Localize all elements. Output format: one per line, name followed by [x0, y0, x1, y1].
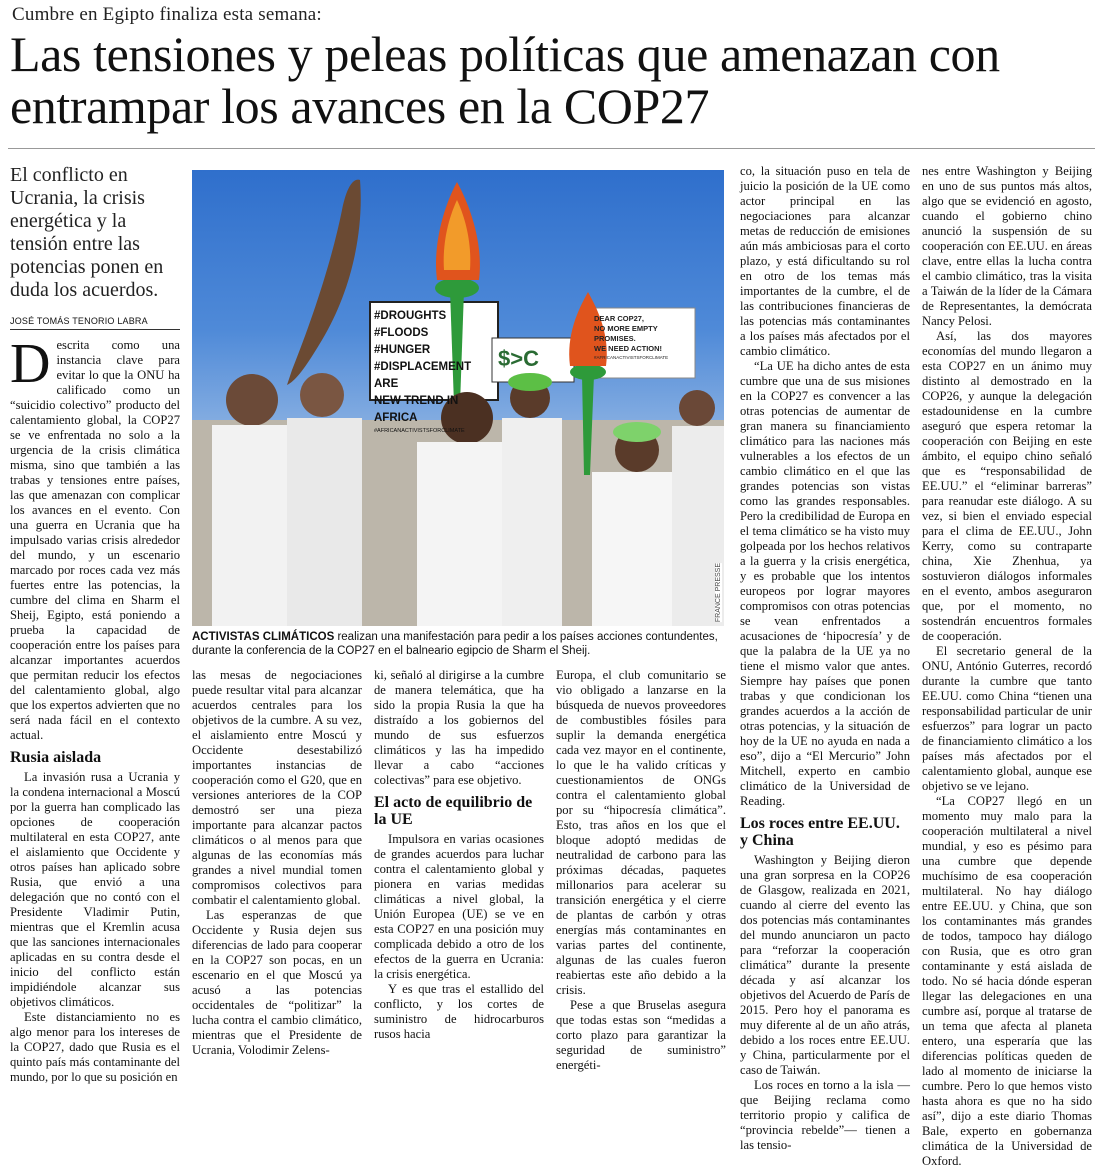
deck: El conflicto en Ucrania, la crisis energética y la tensión entre las potencias ponen en duda los acuerdos.: [10, 164, 164, 301]
paragraph: Las esperanzas de que Occidente y Rusia dejen sus diferencias de lado para cooperar en la COP27 son pocas, en un escenario en el que Moscú ya acusó a las potencias occidentales de “politizar” la lucha contra el cambio climático, mientras que el Presidente de Ucrania, Volodimir Zelens-: [192, 908, 362, 1057]
paragraph: ki, señaló al dirigirse a la cumbre de manera telemática, que ha sido la propia Rusia la que ha distraído a los gobiernos del mundo de sus esfuerzos climáticos y las ha impedido llevar a cabo “acciones colectivas” para ese objetivo.: [374, 668, 544, 787]
paragraph: El secretario general de la ONU, António Guterres, recordó durante la cumbre que tanto EE.UU. como China “tienen una responsabilidad particular de unir esfuerzos” para lograr un pacto de financiamiento climático a los países más afectados por el calentamiento global, aunque ese objetivo se ve lejano.: [922, 644, 1092, 793]
paragraph: Pese a que Bruselas asegura que todas estas son “medidas a corto plazo para garantizar la seguridad de suministro” energéti-: [556, 998, 726, 1072]
sign-line: NO MORE EMPTY: [594, 324, 658, 333]
column-4: [556, 668, 726, 1073]
paragraph: Europa, el club comunitario se vio obligado a lanzarse en la búsqueda de nuevos proveedores de combustibles fósiles para suplir la demanda energética cada vez mayor en el continente, lo que le ha valido críticas y cuestionamientos de ONGs contra el calentamiento global por su “hipocresía climática”. Esto, tras años en los que el bloque adoptó medidas de neutralidad de carbono para las próximas décadas, paquetes millonarios para acelerar su transición energética y el cierre de plantas de carbón y otras energías más contaminantes en varias partes del continente, algunas de las cuales fueron reabiertas este año debido a la crisis.: [556, 668, 726, 997]
sign-line: WE NEED ACTION!: [594, 344, 663, 353]
protest-photo: [192, 170, 724, 626]
photo-caption: [192, 630, 724, 658]
byline: JOSÉ TOMÁS TENORIO LABRA: [10, 316, 180, 330]
sign-line: #DROUGHTS #FLOODS: [374, 310, 447, 339]
lead-paragraph: [10, 333, 180, 743]
sign-hashtag: #AFRICANACTIVISTSFORCLIMATE: [594, 355, 669, 360]
paragraph: “La UE ha dicho antes de esta cumbre que una de sus misiones en la COP27 es convencer a las otras potencias de aumentar de gran manera su financiamiento climático para las naciones más vulnerables a los efectos de un cambio climático en el que las grandes potencias son vistas como las grandes responsables. Pero la credibilidad de Europa en el tema climático se ha visto muy golpeada por los hechos relativos a la guerra y la crisis energética, y es probable que los intentos europeos por lograr mayores compromisos con otras potencias se vean enfrentados a acusaciones de ‘hipocresía’ y de que la palabra de la UE ya no tiene el mismo valor que antes. Siempre hay países que ponen trabas y que condicionan los grandes acuerdos a la acción de otras potencias, y la situación de hoy de la UE no ayuda en nada a eso”, dijo a “El Mercurio” John Mitchell, experto en cambio climático de la Universidad de Reading.: [740, 359, 910, 808]
sign-dear-cop27: [594, 314, 690, 361]
sign-line: #DISPLACEMENT ARE: [374, 361, 472, 390]
column-1: [10, 333, 180, 1085]
caption-text: realizan una manifestación para pedir a los países acciones contundentes, durante la conferencia de la COP27 en el balneario egipcio de Sharm el Sheij.: [192, 631, 718, 657]
sign-line: NEW TREND IN AFRICA: [374, 395, 459, 424]
header-divider: [8, 148, 1095, 149]
sign-line: PROMISES.: [594, 334, 636, 343]
subhead-rusia: Rusia aislada: [10, 749, 102, 766]
sign-symbols: $>C: [498, 346, 539, 371]
paragraph: nes entre Washington y Beijing en uno de sus puntos más altos, algo que se evidenció en agosto, cuando el gobierno chino anunció la suspensión de su cooperación con EE.UU. en áreas clave, entre ellas la lucha contra el cambio climático, tras la visita a Taiwán de la líder de la Cámara de Representantes, la demócrata Nancy Pelosi.: [922, 164, 1092, 328]
kicker: Cumbre en Egipto finaliza esta semana:: [12, 4, 322, 25]
paragraph: Impulsora en varias ocasiones de grandes acuerdos para luchar contra el calentamiento global y pionera en varias medidas climáticas a nivel global, la Unión Europea (UE) se ve en esta COP27 en una posición muy complicada debido a otro de los efectos de la guerra en Ucrania: la crisis energética.: [374, 832, 544, 981]
paragraph: Los roces en torno a la isla —que Beijing reclama como territorio propio y califica de “provincia rebelde”— tienen a las tensio-: [740, 1078, 910, 1152]
dropcap: D: [10, 333, 51, 395]
paragraph: Y es que tras el estallido del conflicto, y los cortes de suministro de hidrocarburos rusos hacia: [374, 982, 544, 1041]
paragraph: Washington y Beijing dieron una gran sorpresa en la COP26 de Glasgow, realizada en 2021, cuando al cierre del evento las dos potencias más contaminantes del mundo anunciaron un pacto para “reforzar la cooperación climática” durante la presente década y así alcanzar los objetivos del Acuerdo de París de 2015. Pero hoy el panorama es muy diferente al de un año atrás, debido a los roces entre EE.UU. y China, particularmente por el caso de Taiwán.: [740, 853, 910, 1077]
subhead-ue: El acto de equilibrio de la UE: [374, 794, 533, 828]
lead-text: escrita como una instancia clave para evitar lo que la ONU ha calificado como un “suicidio colectivo” producto del calentamiento global, la COP27 se ve enfrentada no solo a la urgencia de la crisis climática misma, sino que también a las trabas y tensiones entre países, las que amenazan con complicar los avances en el evento. Con una guerra en Ucrania que ha impulsado varias crisis alrededor del mundo, y un escenario marcado por roces cada vez más fuertes entre las potencias, la cumbre del clima en Sharm el Sheij, Egipto, está poniendo a prueba la capacidad de cooperación entre los países para alcanzar importantes acuerdos que permitan reducir los efectos del calentamiento global, algo que los expertos advierten que no será nada fácil en el contexto actual.: [10, 338, 180, 742]
paragraph: co, la situación puso en tela de juicio la posición de la UE como actor principal en las negociaciones para alcanzar metas de reducción de emisiones aún más ambiciosas para el corto plazo, y está dificultando su rol en otro de los temas más importantes de la cumbre, el de las contribuciones financieras de las potencias más contaminantes a los países más afectados por el cambio climático.: [740, 164, 910, 358]
column-5: [740, 164, 910, 1153]
caption-lead: ACTIVISTAS CLIMÁTICOS: [192, 631, 335, 643]
photo-credit: FRANCE PRESSE: [715, 562, 722, 622]
paragraph: Así, las dos mayores economías del mundo llegaron a esta COP27 en un ánimo muy distinto al demostrado en la COP26, y aunque la delegación estadounidense en la cumbre aseguró que espera retomar la cooperación con Beijing en este ámbito, el equipo chino señaló que es “responsabilidad de EE.UU.” el “eliminar barreras” para reanudar este diálogo. A su vez, si bien el enviado especial para el clima de EE.UU., John Kerry, como su contraparte china, Xie Zhenhua, ya sostuvieron diálogos informales en el evento, ambos aseguraron que, por el momento, no sostendrán encuentros formales de cooperación.: [922, 329, 1092, 643]
subhead-eeuu-china: Los roces entre EE.UU. y China: [740, 815, 900, 849]
sign-hashtag: #AFRICANACTIVISTSFORCLIMATE: [374, 428, 465, 434]
sign-line: #HUNGER: [374, 344, 431, 356]
column-6: [922, 164, 1092, 1169]
paragraph: Este distanciamiento no es algo menor para los intereses de la COP27, dado que Rusia es el quinto país más contaminante del mundo, por lo que su posición en: [10, 1010, 180, 1084]
paragraph: las mesas de negociaciones puede resultar vital para alcanzar acuerdos centrales para los objetivos de la cumbre. A su vez, el aislamiento entre Moscú y Occidente desestabilizó importantes instancias de cooperación como el G20, que en versiones anteriores de la COP demostró ser una pieza importante para alcanzar pactos climáticos o al menos para que algunas de las economías más grandes a nivel mundial tomen compromisos colectivos para combatir el calentamiento global.: [192, 668, 362, 907]
column-3: [374, 668, 544, 1042]
sign-line: DEAR COP27,: [594, 314, 645, 323]
sign-droughts: [374, 308, 496, 435]
headline: Las tensiones y peleas políticas que amenazan con entrampar los avances en la COP27: [10, 26, 1000, 134]
paragraph: “La COP27 llegó en un momento muy malo para la cooperación multilateral a nivel mundial, y eso es pésimo para una cumbre que depende muchísimo de esa cooperación multilateral. No hay diálogo entre EE.UU. y China, que son los contaminantes más grandes de todos, tampoco hay diálogo con Rusia, que es otro gran contaminante y está aislada de todo. No sé hacia dónde esperan llegar las delegaciones en una cumbre así, porque al tratarse de un tema que afecta al planeta entero, una esperaría que las diferencias políticas queden de lado al momento de iniciarse la cumbre. Pero lo que hemos visto hasta ahora es que no ha sido así”, dijo a este diario Thomas Bale, experto en gobernanza climática de la Universidad de Oxford.: [922, 794, 1092, 1168]
paragraph: La invasión rusa a Ucrania y la condena internacional a Moscú por la guerra han complicado las opciones de cooperación multilateral en esta COP27, ante el aislamiento que Occidente y otros países han aplicado sobre Rusia, que envió a una delegación que no contó con el Presidente Vladimir Putin, mientras que el Kremlin acusa que las sanciones internacionales aplicadas en su contra desde el inicio del conflicto están impidiéndole alcanzar sus objetivos climáticos.: [10, 770, 180, 1009]
column-2: [192, 668, 362, 1058]
